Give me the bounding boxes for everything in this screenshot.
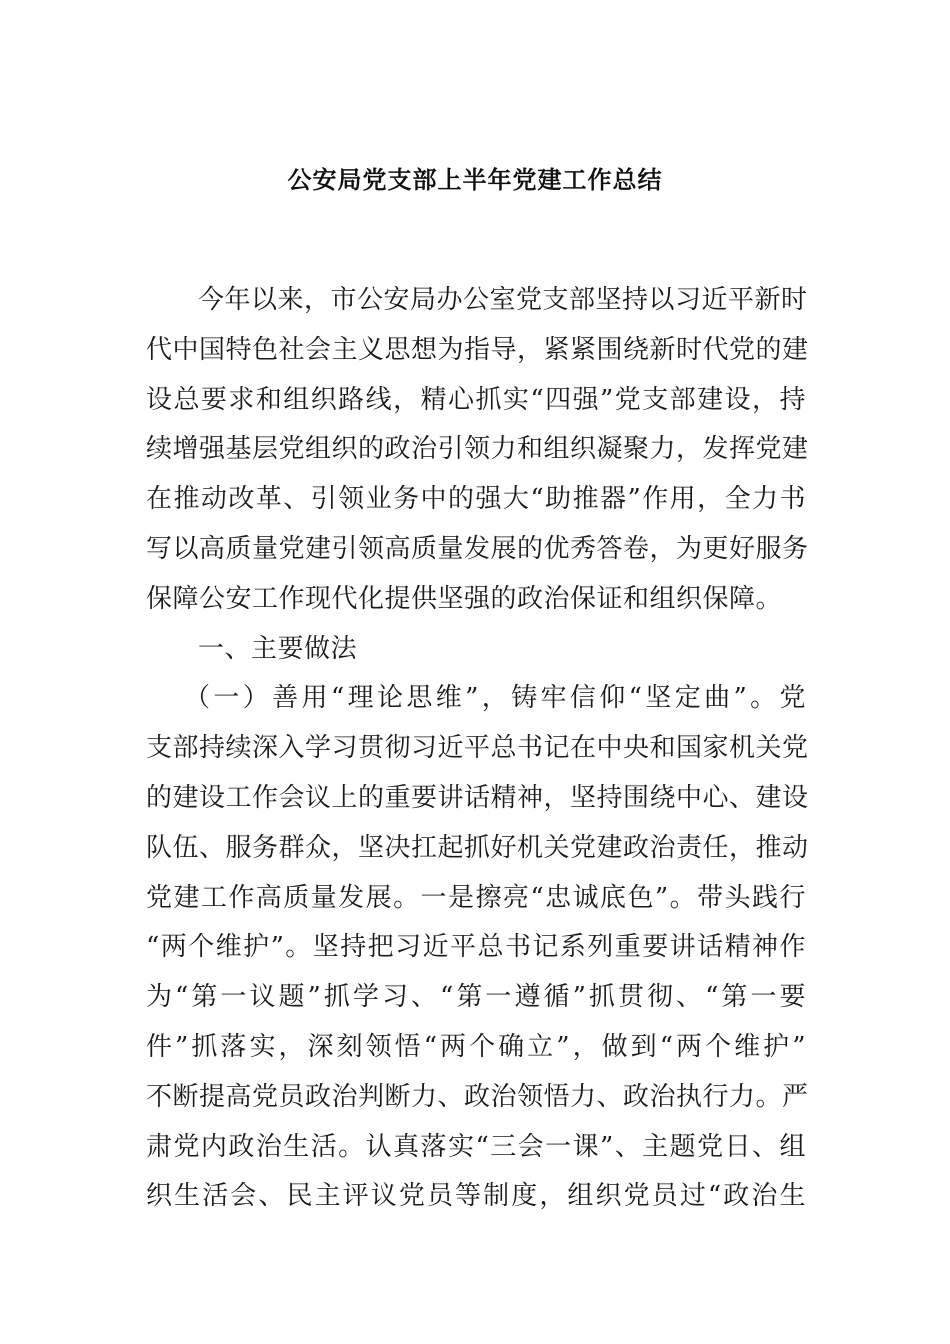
paragraph-line: 肃党内政治生活。认真落实“三会一课”、主题党日、组 [146, 1131, 806, 1162]
paragraph-line: 不断提高党员政治判断力、政治领悟力、政治执行力。严 [146, 1081, 809, 1112]
paragraph-line: 在推动改革、引领业务中的强大“助推器”作用，全力书 [146, 484, 806, 515]
paragraph-line: 为“第一议题”抓学习、“第一遵循”抓贯彻、“第一要 [146, 982, 806, 1013]
paragraph-line: 保障公安工作现代化提供坚强的政治保证和组织保障。 [146, 583, 783, 614]
paragraph-line: （一）善用“理论思维”，铸牢信仰“坚定曲”。党 [184, 683, 806, 714]
section-heading: 一、主要做法 [198, 633, 358, 664]
paragraph-line: 续增强基层党组织的政治引领力和组织凝聚力，发挥党建 [146, 434, 809, 465]
paragraph-line: 代中国特色社会主义思想为指导，紧紧围绕新时代党的建 [146, 334, 809, 365]
document-body [146, 276, 809, 1222]
paragraph-line: 件”抓落实，深刻领悟“两个确立”，做到“两个维护” [146, 1031, 806, 1062]
paragraph-line: 设总要求和组织路线，精心抓实“四强”党支部建设，持 [146, 384, 806, 415]
paragraph-line: “两个维护”。坚持把习近平总书记系列重要讲话精神作 [146, 932, 806, 963]
paragraph-line: 党建工作高质量发展。一是擦亮“忠诚底色”。带头践行 [146, 882, 806, 913]
paragraph-line: 队伍、服务群众，坚决扛起抓好机关党建政治责任，推动 [146, 832, 809, 863]
paragraph-line: 织生活会、民主评议党员等制度，组织党员过“政治生 [146, 1181, 806, 1212]
paragraph-line: 的建设工作会议上的重要讲话精神，坚持围绕中心、建设 [146, 782, 809, 813]
document-title: 公安局党支部上半年党建工作总结 [287, 166, 663, 194]
paragraph-line: 支部持续深入学习贯彻习近平总书记在中央和国家机关党 [146, 733, 809, 764]
paragraph-line: 今年以来，市公安局办公室党支部坚持以习近平新时 [198, 285, 808, 315]
paragraph-line: 写以高质量党建引领高质量发展的优秀答卷，为更好服务 [146, 533, 809, 564]
